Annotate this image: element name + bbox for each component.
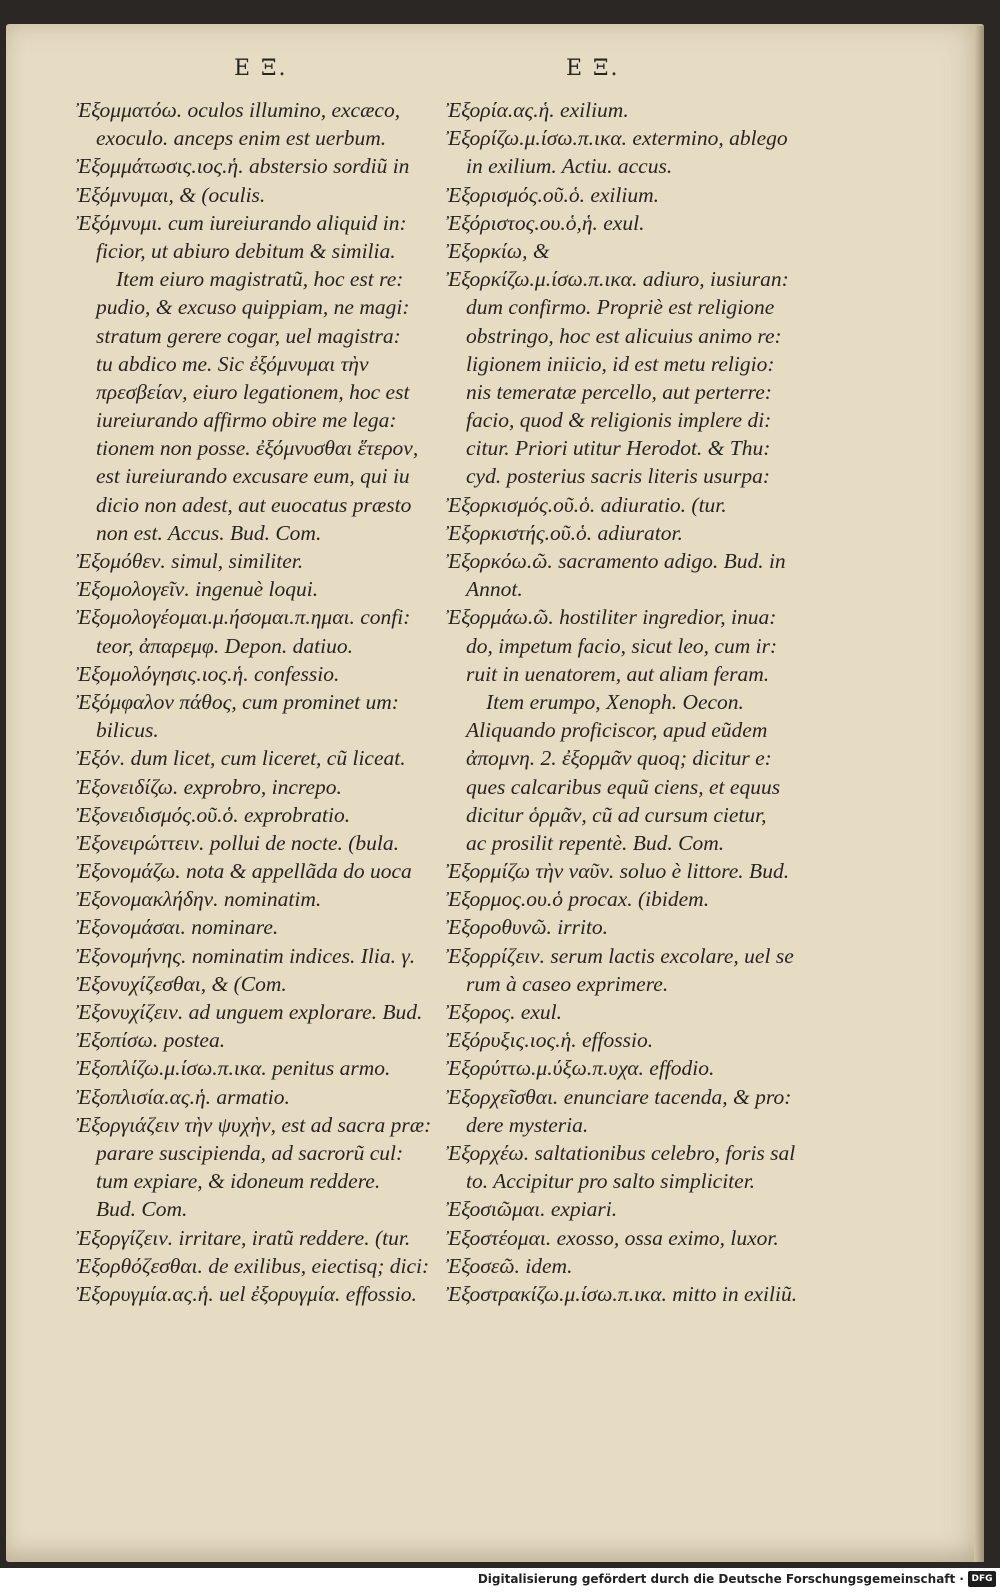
dictionary-line: est iureiurando excusare eum, qui iu bbox=[96, 464, 410, 489]
dictionary-line: πρεσβείαν, eiuro legationem, hoc est bbox=[96, 379, 410, 404]
dictionary-line: teor, ἀπαρεμφ. Depon. datiuo. bbox=[96, 633, 353, 658]
dictionary-line: Ἐξόμνυμαι, & (oculis. bbox=[76, 182, 266, 207]
dictionary-line: Ἐξοσεῶ. idem. bbox=[446, 1253, 573, 1278]
left-column bbox=[76, 96, 432, 1308]
dictionary-line: Ἐξόμνυμι. cum iureiurando aliquid in: bbox=[76, 210, 407, 235]
dictionary-line: cyd. posterius sacris literis usurpa: bbox=[466, 464, 770, 489]
dictionary-line: Item eiuro magistratũ, hoc est re: bbox=[116, 267, 404, 292]
dictionary-line: Ἐξορρίζειν. serum lactis excolare, uel se bbox=[446, 943, 794, 968]
right-column-header: E Ξ. bbox=[566, 56, 620, 81]
dictionary-line: bilicus. bbox=[96, 718, 159, 743]
dictionary-line: nis temeratæ percello, aut perterre: bbox=[466, 379, 772, 404]
dictionary-line: Ἐξομολόγησις.ιος.ἡ. confessio. bbox=[76, 661, 340, 686]
dictionary-line: Ἐξορυγμία.ας.ἡ. uel ἐξορυγμία. effossio. bbox=[76, 1281, 417, 1306]
dictionary-line: Ἐξορκισμός.οῦ.ὁ. adiuratio. (tur. bbox=[446, 492, 727, 517]
dictionary-line: Ἐξοσιῶμαι. expiari. bbox=[446, 1197, 618, 1222]
dictionary-line: facio, quod & religionis implere di: bbox=[466, 408, 772, 433]
dictionary-line: Ἐξορκίω, & bbox=[446, 238, 550, 263]
dictionary-line: tionem non posse. ἐξόμνυσθαι ἕτερον, bbox=[96, 436, 419, 461]
dictionary-line: Ἐξονομάσαι. nominare. bbox=[76, 915, 279, 940]
dictionary-line: exoculo. anceps enim est uerbum. bbox=[96, 126, 387, 151]
dictionary-line: Ἐξορχέω. saltationibus celebro, foris sal bbox=[446, 1140, 796, 1165]
dictionary-line: Ἐξορθόζεσθαι. de exilibus, eiectisq; dici: bbox=[76, 1253, 430, 1278]
dictionary-line: Ἐξορίζω.μ.ίσω.π.ικα. extermino, ablego bbox=[446, 126, 788, 151]
dictionary-line: dere mysteria. bbox=[466, 1112, 589, 1137]
dictionary-line: dicio non adest, aut euocatus præsto bbox=[96, 492, 412, 517]
dictionary-line: Ἐξοπίσω. postea. bbox=[76, 1028, 226, 1053]
dictionary-line: Ἐξομμάτωσις.ιος.ἡ. abstersio sordiũ in bbox=[76, 154, 410, 179]
dictionary-line: Ἐξοροθυνῶ. irrito. bbox=[446, 915, 609, 940]
dictionary-line: Ἐξονομακλήδην. nominatim. bbox=[76, 887, 322, 912]
dictionary-line: tu abdico me. Sic ἐξόμνυμαι τὴν bbox=[96, 351, 369, 376]
dictionary-line: Annot. bbox=[466, 577, 523, 602]
dictionary-line: Ἐξορος. exul. bbox=[446, 1000, 563, 1024]
page-edge bbox=[974, 26, 984, 1562]
dictionary-line: Ἐξορμος.ου.ὁ procax. (ibidem. bbox=[446, 887, 710, 912]
dictionary-line: Ἐξόμφαλον πάθος, cum prominet um: bbox=[76, 689, 399, 714]
dictionary-line: Ἐξονειδίζω. exprobro, increpo. bbox=[76, 774, 342, 799]
dictionary-line: ruit in uenatorem, aut aliam feram. bbox=[466, 661, 770, 686]
dictionary-line: Ἐξορμάω.ῶ. hostiliter ingredior, inua: bbox=[446, 605, 777, 630]
dictionary-line: Ἐξονειρώττειν. pollui de nocte. (bula. bbox=[76, 830, 400, 855]
dictionary-line: ligionem iniicio, id est metu religio: bbox=[466, 351, 775, 376]
dictionary-line: Ἐξορκόω.ῶ. sacramento adigo. Bud. in bbox=[446, 549, 786, 573]
dictionary-line: Ἐξονυχίζεσθαι, & (Com. bbox=[76, 971, 287, 996]
dfg-logo: DFG bbox=[968, 1571, 996, 1587]
dictionary-line: ac prosilit repentè. Bud. Com. bbox=[466, 830, 725, 855]
dictionary-line: Ἐξοργιάζειν τὴν ψυχὴν, est ad sacra præ: bbox=[76, 1112, 432, 1137]
dictionary-line: Ἐξοργίζειν. irritare, iratũ reddere. (tur. bbox=[76, 1225, 411, 1250]
dictionary-line: Ἐξοπλισία.ας.ἡ. armatio. bbox=[76, 1084, 290, 1109]
dictionary-line: ἀπομνη. 2. ἐξορμᾶν quoq; dicitur e: bbox=[466, 746, 772, 771]
dictionary-line: Ἐξονυχίζειν. ad unguem explorare. Bud. bbox=[76, 1000, 423, 1024]
dictionary-line: iureiurando affirmo obire me lega: bbox=[96, 408, 397, 433]
left-column-header: E Ξ. bbox=[234, 56, 288, 81]
dictionary-line: Ἐξορμίζω τὴν ναῦν. soluo è littore. Bud. bbox=[446, 859, 790, 884]
dictionary-line: Item erumpo, Xenoph. Oecon. bbox=[486, 689, 744, 714]
dictionary-line: Ἐξόρυξις.ιος.ἡ. effossio. bbox=[446, 1028, 654, 1053]
dictionary-line: rum à caseo exprimere. bbox=[466, 971, 669, 996]
dictionary-line: Ἐξοστρακίζω.μ.ίσω.π.ικα. mitto in exiliũ. bbox=[446, 1281, 798, 1306]
dictionary-line: Ἐξόριστος.ου.ὁ,ἡ. exul. bbox=[446, 210, 645, 235]
dictionary-line: do, impetum facio, sicut leo, cum ir: bbox=[466, 633, 778, 658]
dictionary-line: non est. Accus. Bud. Com. bbox=[96, 520, 322, 545]
dictionary-line: Ἐξομματόω. oculos illumino, excæco, bbox=[76, 98, 401, 122]
dictionary-line: Ἐξορύττω.μ.ύξω.π.υχα. effodio. bbox=[446, 1056, 715, 1081]
right-column bbox=[446, 96, 796, 1308]
dictionary-line: in exilium. Actiu. accus. bbox=[466, 154, 673, 179]
dictionary-line: parare suscipienda, ad sacrorũ cul: bbox=[96, 1140, 404, 1165]
dictionary-line: pudio, & excuso quippiam, ne magi: bbox=[96, 295, 410, 320]
dictionary-line: dicitur ὁρμᾶν, cũ ad cursum cietur, bbox=[466, 802, 767, 827]
dictionary-line: Ἐξορκιστής.οῦ.ὁ. adiurator. bbox=[446, 520, 683, 545]
dictionary-line: Ἐξομολογέομαι.μ.ήσομαι.π.ημαι. confi: bbox=[76, 605, 411, 630]
dictionary-line: to. Accipitur pro salto simpliciter. bbox=[466, 1169, 756, 1194]
dictionary-line: Ἐξομόθεν. simul, similiter. bbox=[76, 549, 304, 573]
dictionary-line: dum confirmo. Propriè est religione bbox=[466, 295, 775, 320]
dictionary-line: Ἐξοστέομαι. exosso, ossa eximo, luxor. bbox=[446, 1225, 779, 1250]
dictionary-line: Ἐξορισμός.οῦ.ὁ. exilium. bbox=[446, 182, 659, 207]
dictionary-line: ficior, ut abiuro debitum & similia. bbox=[96, 238, 396, 263]
dictionary-line: Ἐξονομήνης. nominatim indices. Ilia. γ. bbox=[76, 943, 416, 968]
dictionary-line: Ἐξοπλίζω.μ.ίσω.π.ικα. penitus armo. bbox=[76, 1056, 391, 1081]
dictionary-line: Bud. Com. bbox=[96, 1197, 188, 1222]
dictionary-line: stratum gerere cogar, uel magistra: bbox=[96, 323, 401, 348]
dictionary-line: Ἐξονειδισμός.οῦ.ὁ. exprobratio. bbox=[76, 802, 351, 827]
dictionary-line: obstringo, hoc est alicuius animo re: bbox=[466, 323, 782, 348]
dictionary-line: Ἐξομολογεῖν. ingenuè loqui. bbox=[76, 577, 319, 602]
footer-credit: Digitalisierung gefördert durch die Deutsche Forschungsgemeinschaft · bbox=[477, 1572, 964, 1586]
dictionary-line: Ἐξονομάζω. nota & appellãda do uoca bbox=[76, 859, 412, 884]
dictionary-line: Ἐξόν. dum licet, cum liceret, cũ liceat. bbox=[76, 746, 406, 771]
dictionary-line: citur. Priori utitur Herodot. & Thu: bbox=[466, 436, 771, 461]
dictionary-line: ques calcaribus equũ ciens, et equus bbox=[466, 774, 781, 799]
dictionary-line: Aliquando proficiscor, apud eũdem bbox=[466, 718, 768, 743]
dictionary-line: Ἐξορία.ας.ἡ. exilium. bbox=[446, 98, 629, 122]
dictionary-line: Ἐξορκίζω.μ.ίσω.π.ικα. adiuro, iusiuran: bbox=[446, 267, 789, 292]
dictionary-line: Ἐξορχεῖσθαι. enunciare tacenda, & pro: bbox=[446, 1084, 792, 1109]
footer-bar bbox=[0, 1568, 1000, 1592]
dictionary-line: tum expiare, & idoneum reddere. bbox=[96, 1169, 381, 1194]
